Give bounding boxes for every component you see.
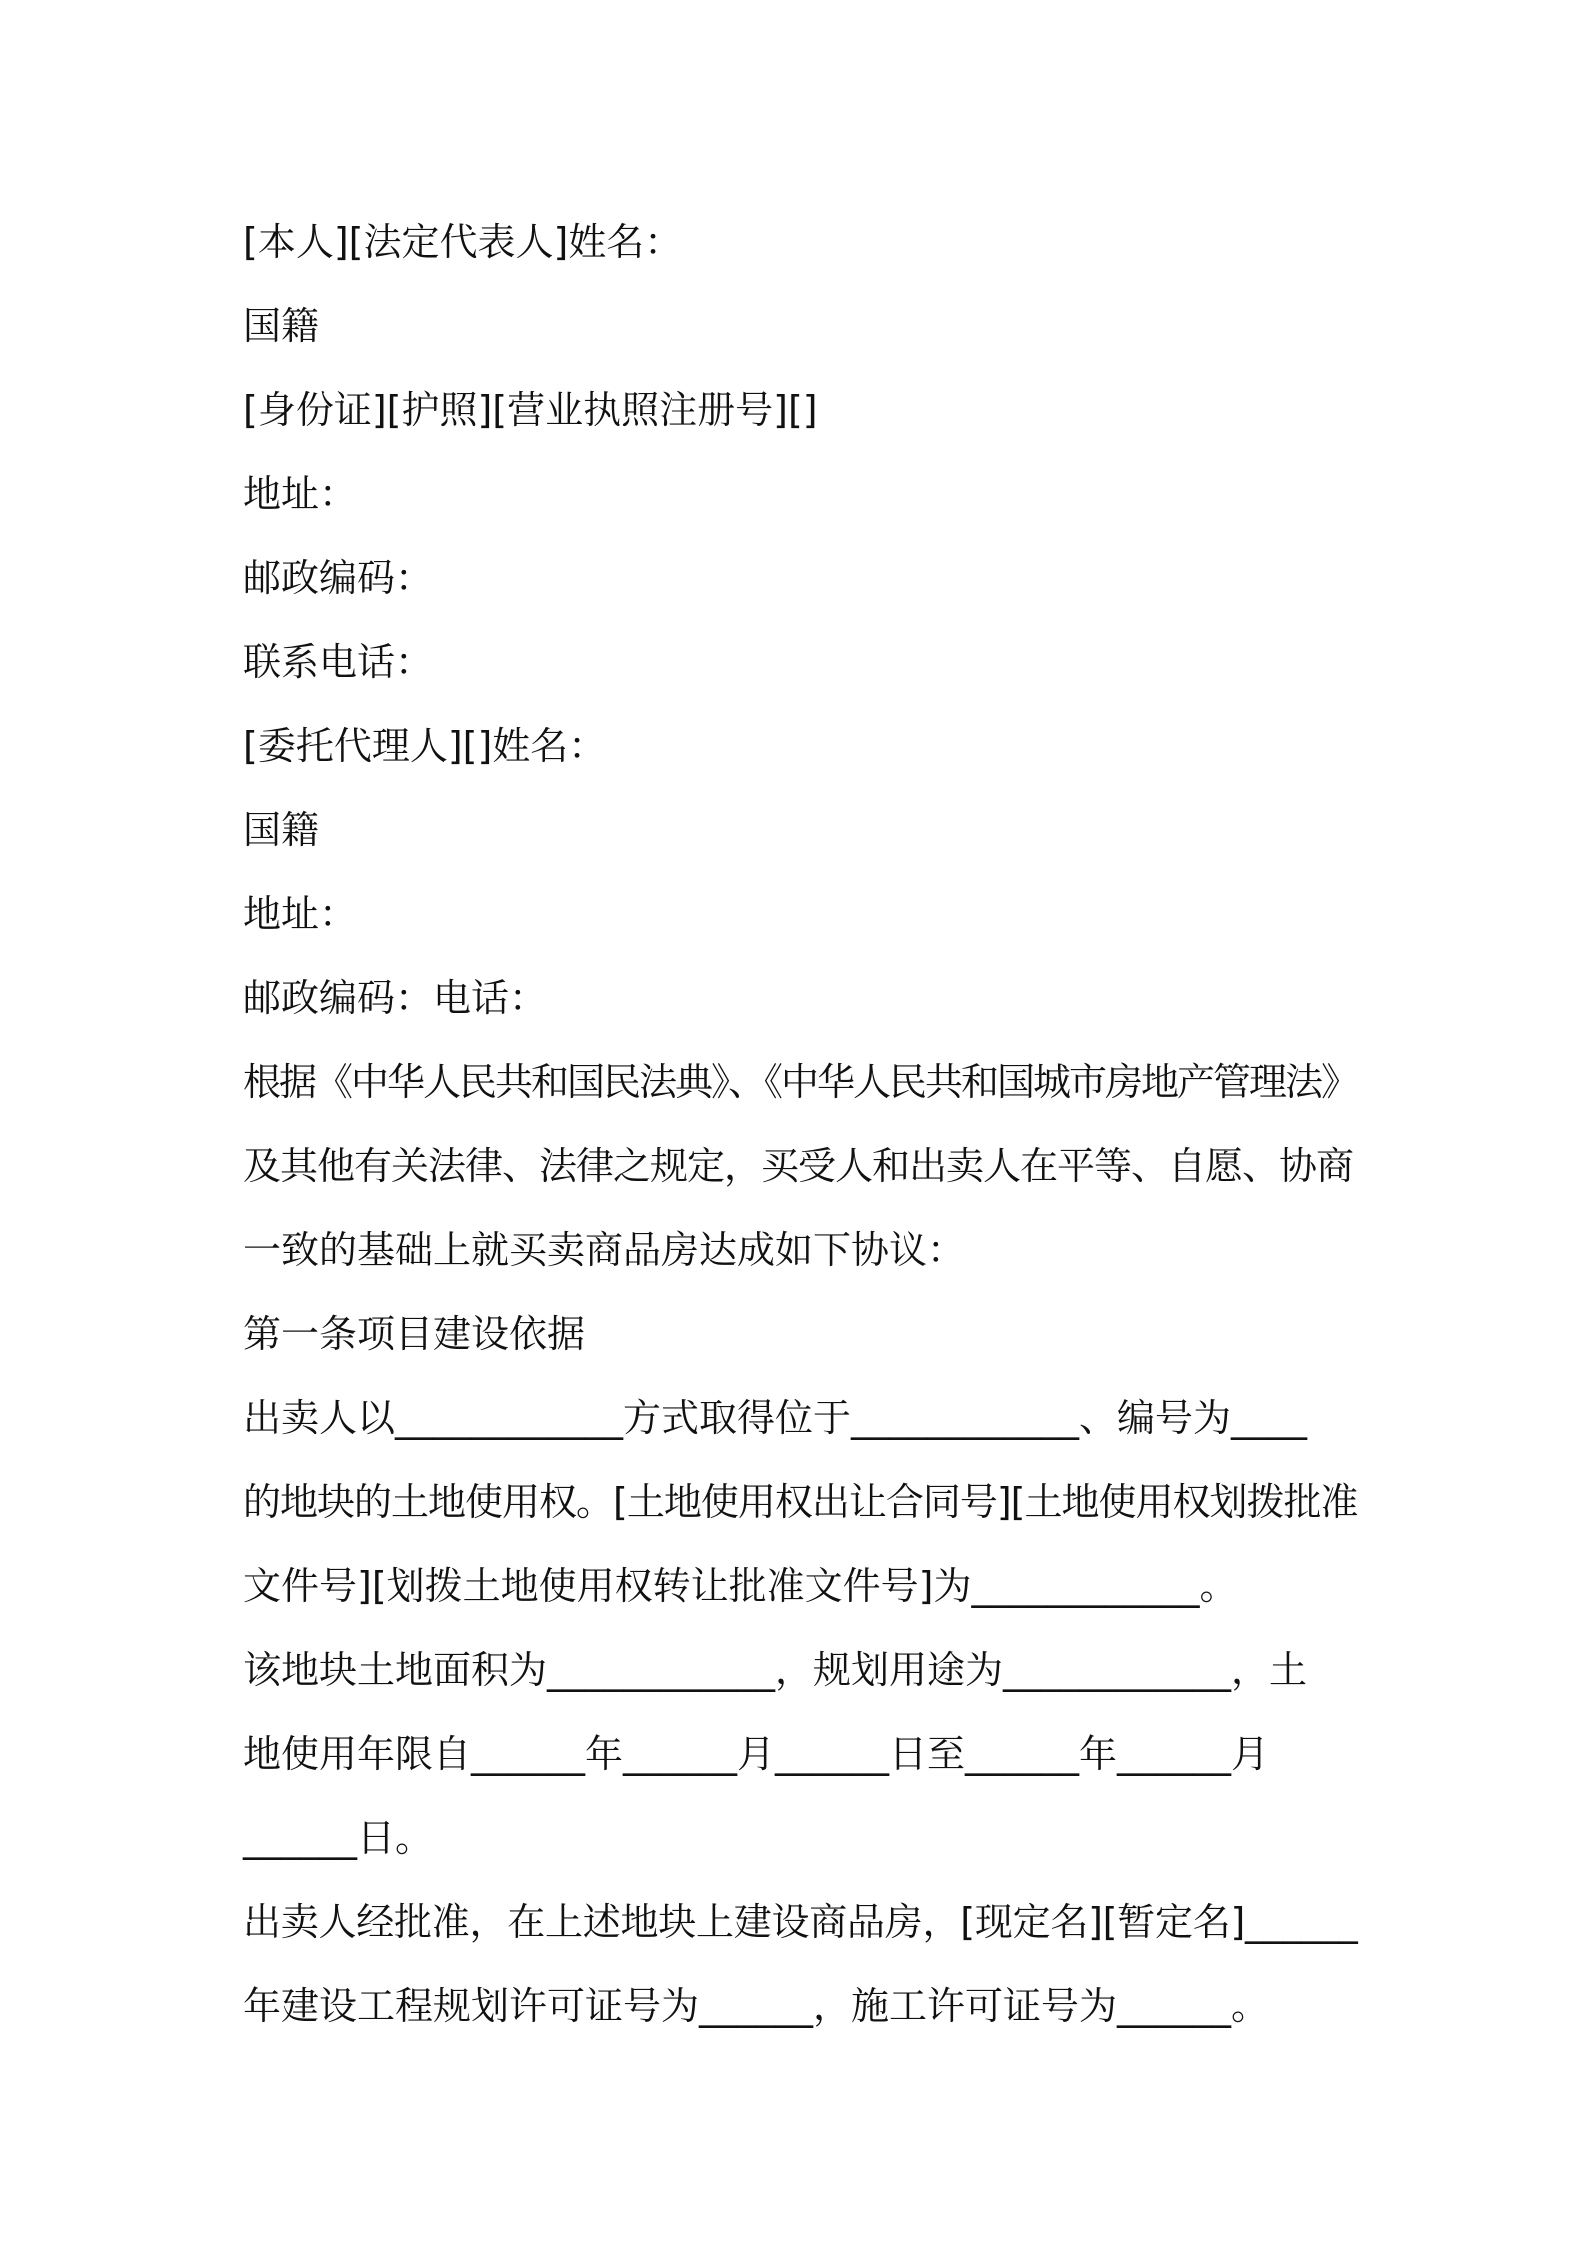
party-phone: 联系电话： (243, 640, 434, 684)
article-1-p2-line-2: 地使用年限自______年______月______日至______年______月 (243, 1732, 1270, 1776)
agent-postal-phone: 邮政编码：电话： (243, 976, 548, 1020)
article-1-p2-line-3: ______日。 (243, 1816, 434, 1860)
document-body (243, 200, 1358, 2048)
article-1-p2-line-1: 该地块土地面积为____________，规划用途为____________，土 (243, 1648, 1308, 1692)
article-1-p3-line-1: 出卖人经批准，在上述地块上建设商品房，[现定名][暂定名]______ (243, 1900, 1358, 1944)
preamble-line-3: 一致的基础上就买卖商品房达成如下协议： (243, 1228, 966, 1272)
agent-nationality: 国籍 (243, 808, 320, 852)
article-1-p1-line-3: 文件号][划拨土地使用权转让批准文件号]为____________。 (243, 1564, 1238, 1608)
preamble-line-2: 及其他有关法律、法律之规定，买受人和出卖人在平等、自愿、协商 (243, 1144, 1354, 1188)
article-1-p1-line-1: 出卖人以____________方式取得位于____________、编号为____ (243, 1396, 1308, 1440)
agent-name-line: [委托代理人][]姓名： (243, 724, 607, 768)
party-nationality: 国籍 (243, 304, 320, 348)
party-address: 地址： (243, 472, 358, 516)
article-1-heading: 第一条项目建设依据 (243, 1312, 586, 1356)
article-1-p3-line-2: 年建设工程规划许可证号为______，施工许可证号为______。 (243, 1984, 1270, 2028)
preamble-line-1: 根据《中华人民共和国民法典》、《中华人民共和国城市房地产管理法》 (243, 1060, 1358, 1104)
party-id-line: [身份证][护照][营业执照注册号][] (243, 388, 818, 432)
agent-address: 地址： (243, 892, 358, 936)
party-postal-code: 邮政编码： (243, 556, 434, 600)
article-1-p1-line-2: 的地块的土地使用权。[土地使用权出让合同号][土地使用权划拨批准 (243, 1480, 1358, 1524)
party-name-line: [本人][法定代表人]姓名： (243, 220, 683, 264)
